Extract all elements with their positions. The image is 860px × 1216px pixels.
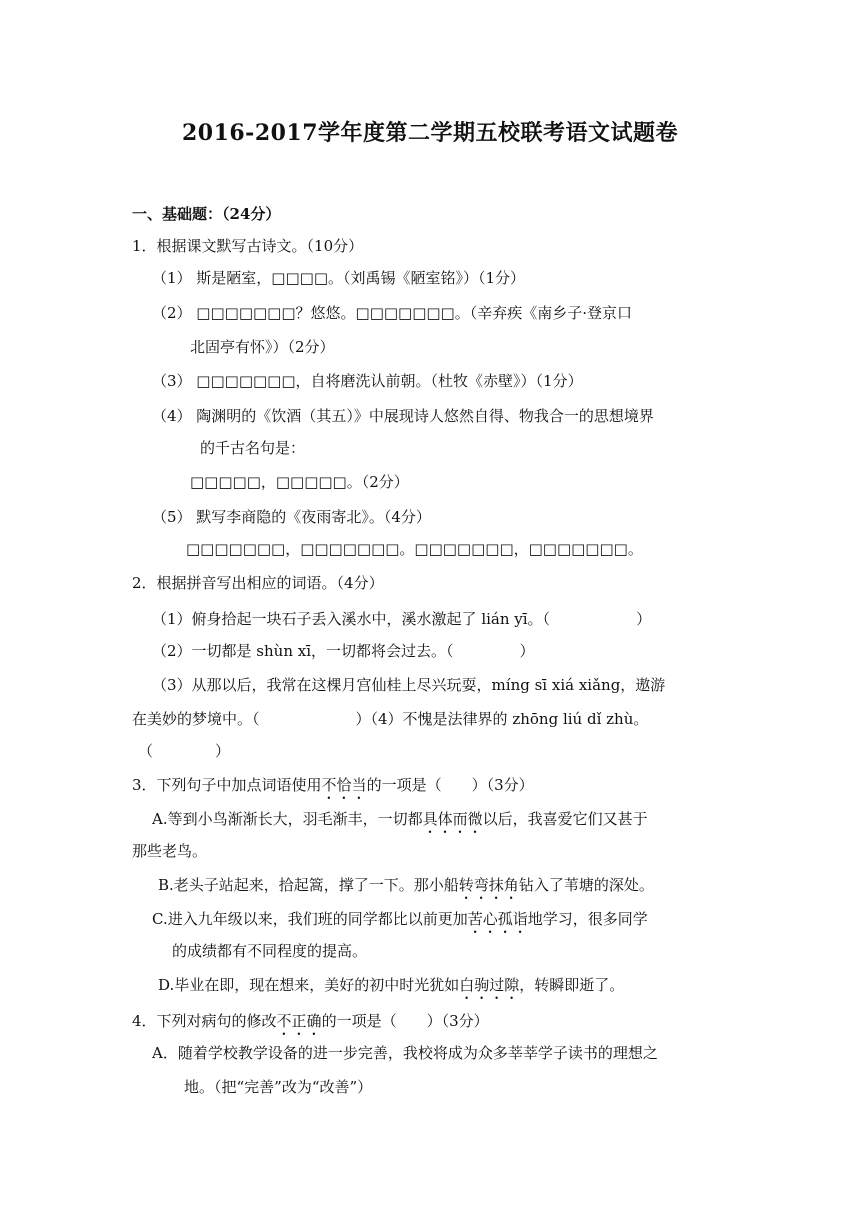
question-2-item-1 [152, 609, 651, 629]
question-3-option-d [158, 975, 624, 1003]
page-title: 2016-2017学年度第二学期五校联考语文试题卷 [181, 120, 679, 146]
question-1-item-1: （1） 斯是陋室，□□□□。（刘禹锡《陋室铭》）（1分） [152, 269, 526, 287]
question-3-option-a [152, 809, 648, 837]
option-b-pre: B.老头子站起来，拾起篙，撑了一下。那小船 [158, 876, 459, 894]
question-2-item-4-close: ） [215, 742, 231, 760]
question-4-stem-post: 的一项是（ ）（3分） [321, 1012, 489, 1030]
question-2-item-2-text: （2）一切都是 shùn xī，一切都将会过去。（ [152, 642, 454, 660]
question-3-stem [132, 775, 534, 803]
question-1-item-2-cont: 北固亭有怀》）（2分） [190, 338, 335, 356]
option-d-post: ，转瞬即逝了。 [519, 976, 625, 994]
question-3-stem-pre: 3．下列句子中加点词语使用 [132, 776, 322, 794]
question-1-item-4-answer: □□□□□，□□□□□。（2分） [190, 473, 409, 491]
question-1-item-4-cont: 的千古名句是： [200, 439, 306, 457]
section-heading: 一、基础题：（24分） [132, 205, 281, 223]
question-4-option-a: A．随着学校教学设备的进一步完善，我校将成为众多莘莘学子读书的理想之 [152, 1044, 658, 1062]
question-1-item-2: （2） □□□□□□□？悠悠。□□□□□□□。（辛弃疾《南乡子·登京口 [152, 304, 632, 322]
question-4-stem-pre: 4．下列对病句的修改 [132, 1012, 277, 1030]
question-2-item-4-open: （ [138, 742, 154, 760]
question-3-option-c-cont: 的成绩都有不同程度的提高。 [172, 942, 368, 960]
question-2-item-2 [152, 641, 535, 661]
question-2-item-1-close: ） [636, 610, 652, 628]
option-b-emphasis: 转弯抹角 [458, 876, 519, 894]
option-a-emphasis: 具体而微 [422, 810, 483, 828]
option-d-emphasis: 白驹过隙 [459, 976, 520, 994]
option-c-pre: C.进入九年级以来，我们班的同学都比以前更加 [152, 910, 468, 928]
option-a-pre: A.等到小鸟渐渐长大，羽毛渐丰，一切都 [152, 810, 423, 828]
question-3-option-b [158, 875, 654, 903]
question-2-item-4-text: ）（4）不愧是法律界的 zhōng liú dǐ zhù。 [355, 710, 649, 728]
question-1-item-4: （4） 陶渊明的《饮酒（其五）》中展现诗人悠然自得、物我合一的思想境界 [152, 407, 654, 425]
option-b-post: 钻入了苇塘的深处。 [518, 876, 654, 894]
question-2-item-1-text: （1）俯身拾起一块石子丢入溪水中，溪水激起了 lián yī。（ [152, 610, 551, 628]
question-2-item-2-close: ） [519, 642, 535, 660]
question-3-stem-post: 的一项是（ ）（3分） [366, 776, 534, 794]
question-3-option-a-cont: 那些老鸟。 [132, 842, 208, 860]
question-2-stem: 2．根据拼音写出相应的词语。（4分） [132, 574, 384, 592]
question-2-item-3: （3）从那以后，我常在这棵月宫仙桂上尽兴玩耍，míng sī xiá xiǎng，遨游 [152, 676, 666, 694]
question-1-item-5: （5） 默写李商隐的《夜雨寄北》。（4分） [152, 508, 431, 526]
option-d-pre: D.毕业在即，现在想来，美好的初中时光犹如 [158, 976, 460, 994]
question-1-item-3: （3） □□□□□□□，自将磨洗认前朝。（杜牧《赤壁》）（1分） [152, 372, 583, 390]
question-4-option-a-cont: 地。（把“完善”改为“改善”） [184, 1078, 373, 1096]
question-3-stem-emphasis: 不恰当 [321, 776, 367, 794]
question-3-option-c [152, 909, 648, 937]
option-c-post: 地学习，很多同学 [527, 910, 648, 928]
question-2-item-4-answer [138, 741, 230, 761]
question-4-stem [132, 1011, 489, 1039]
question-2-item-3-cont [132, 709, 648, 729]
question-1-item-5-answer: □□□□□□□，□□□□□□□。□□□□□□□，□□□□□□□。 [186, 540, 643, 558]
option-a-post: 以后，我喜爱它们又甚于 [482, 810, 648, 828]
question-2-item-3-cont-text: 在美妙的梦境中。（ [132, 710, 260, 728]
question-4-stem-emphasis: 不正确 [276, 1012, 322, 1030]
question-1-stem: 1．根据课文默写古诗文。（10分） [132, 237, 364, 255]
option-c-emphasis: 苦心孤诣 [467, 910, 528, 928]
